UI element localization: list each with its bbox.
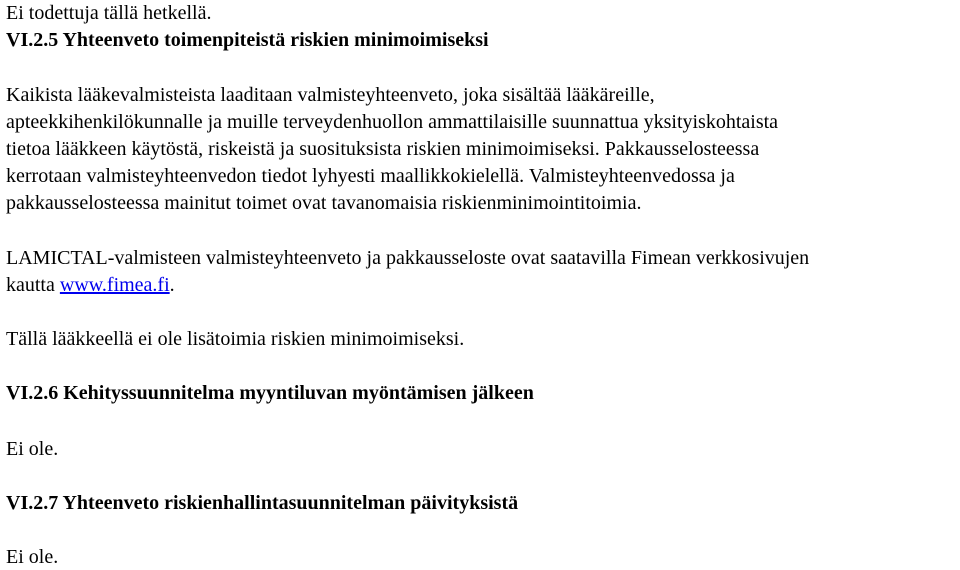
- top-fragment-text: Ei todettuja tällä hetkellä.: [6, 2, 212, 24]
- paragraph-line: Kaikista lääkevalmisteista laaditaan valmisteyhteenveto, joka sisältää lääkäreille,: [6, 84, 655, 106]
- paragraph-line: tietoa lääkkeen käytöstä, riskeistä ja suosituksista riskien minimoimiseksi. Pakkausselosteessa: [6, 138, 760, 160]
- paragraph-text: kautta: [6, 274, 60, 296]
- paragraph-line: Tällä lääkkeellä ei ole lisätoimia riskien minimoimiseksi.: [6, 328, 465, 350]
- paragraph-text: .: [169, 274, 175, 296]
- section-body-text: Ei ole.: [6, 438, 59, 460]
- section-body-text: Ei ole.: [6, 546, 59, 568]
- paragraph-line: LAMICTAL-valmisteen valmisteyhteenveto ja pakkausseloste ovat saatavilla Fimean verkkosivujen: [6, 247, 810, 269]
- section-heading-vi-2-7: VI.2.7 Yhteenveto riskienhallintasuunnitelman päivityksistä: [6, 492, 519, 514]
- section-heading-vi-2-5: VI.2.5 Yhteenveto toimenpiteistä riskien minimoimiseksi: [6, 29, 489, 51]
- paragraph-line: [6, 272, 175, 298]
- paragraph-line: pakkausselosteessa mainitut toimet ovat tavanomaisia riskienminimointitoimia.: [6, 192, 642, 214]
- paragraph-line: kerrotaan valmisteyhteenvedon tiedot lyhyesti maallikkokielellä. Valmisteyhteenvedossa ja: [6, 165, 735, 187]
- fimea-link[interactable]: www.fimea.fi: [59, 274, 170, 296]
- section-heading-vi-2-6: VI.2.6 Kehityssuunnitelma myyntiluvan myöntämisen jälkeen: [6, 382, 534, 404]
- paragraph-line: apteekkihenkilökunnalle ja muille terveydenhuollon ammattilaisille suunnattua yksityiskohtaista: [6, 111, 779, 133]
